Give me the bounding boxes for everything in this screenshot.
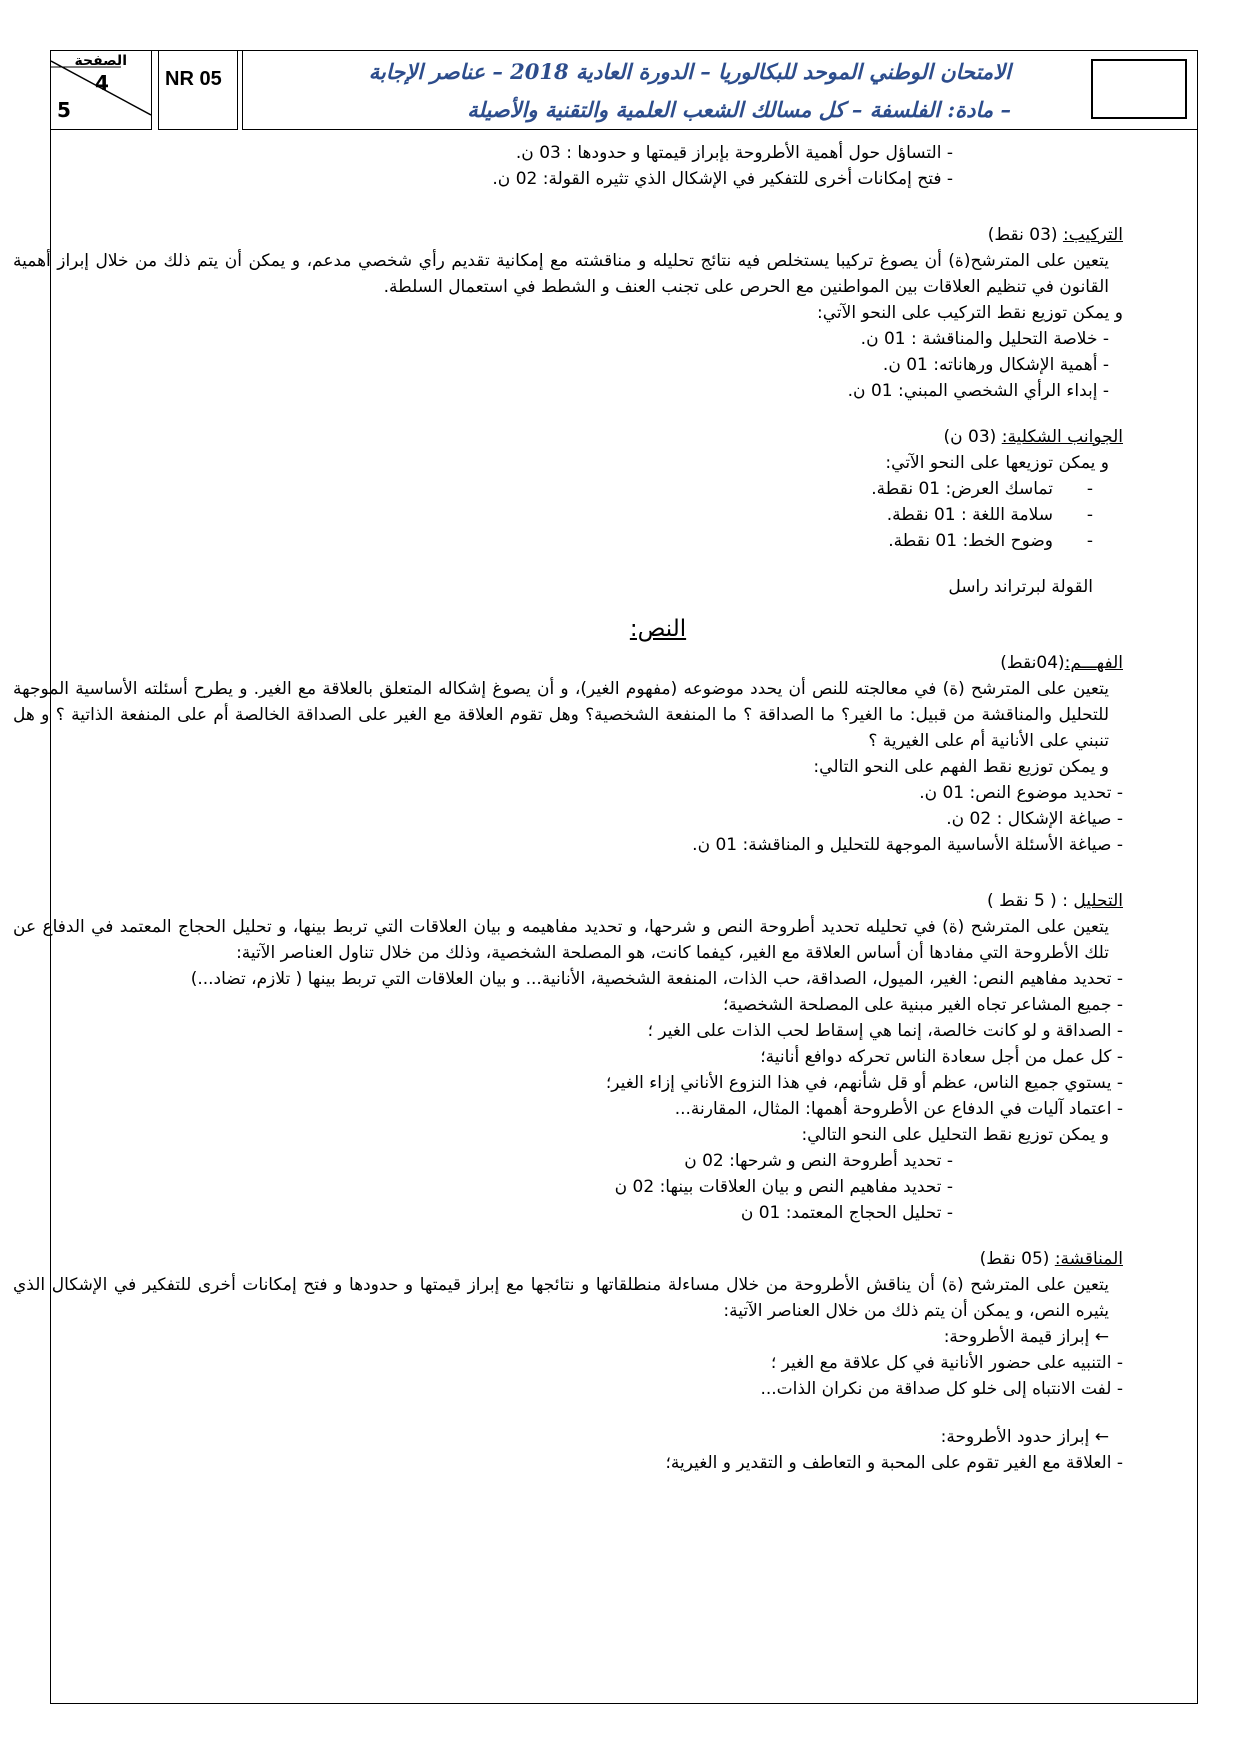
exam-code: NR 05 [165,68,222,90]
distribution-text: و يمكن توزيعها على النحو الآتي: [885,453,1109,473]
list-item: - لفت الانتباه إلى خلو كل صداقة من نكران الذات... [760,1379,1123,1399]
section-paragraph: يتعين على المترشح (ة) أن يناقش الأطروحة من خلال مساءلة منطلقاتها و نتائجها مع إبراز قيمتها و حدودها و فتح إمكانات أخرى للتفكير في الإشكال الذي يثيره النص، و يمكن أن يتم ذلك من خلال العناصر الآتية: [13,1275,1109,1321]
list-item: - التنبيه على حضور الأنانية في كل علاقة مع الغير ؛ [770,1353,1123,1373]
section-points: : ( 5 نقط ) [987,891,1068,911]
discussion-section [13,1246,1123,1476]
dash: - [1086,479,1093,499]
value-heading: ← إبراز قيمة الأطروحة: [943,1327,1109,1347]
stamp-box [1091,59,1187,119]
limits-heading: ← إبراز حدود الأطروحة: [940,1427,1109,1447]
section-heading: الجوانب الشكلية: [1001,427,1123,447]
list-item: -وضوح الخط: 01 نقطة. [73,528,1123,554]
analysis-element: - جميع المشاعر تجاه الغير مبنية على المصلحة الشخصية؛ [722,995,1123,1015]
page-total: 5 [57,98,71,122]
page-number-box [50,50,152,130]
comprehension-section [13,650,1123,858]
text-title: النص: [629,616,687,642]
exam-title: الامتحان الوطني الموحد للبكالوريا – الدورة العادية 2018 – عناصر الإجابة [368,59,1011,84]
section-points: (03 ن) [943,427,997,447]
list-item: - خلاصة التحليل والمناقشة : 01 ن. [860,329,1109,349]
section-points: (04نقط) [1000,653,1065,673]
list-item: - العلاقة مع الغير تقوم على المحبة و التعاطف و التقدير و الغيرية؛ [665,1453,1123,1473]
section-points: (03 نقط) [987,225,1058,245]
section-heading: التركيب: [1062,225,1123,245]
section-heading: الفهـــم: [1064,653,1123,673]
list-item: - أهمية الإشكال ورهاناته: 01 ن. [882,355,1109,375]
section-paragraph: يتعين على المترشح (ة) في معالجته للنص أن يحدد موضوعه (مفهوم الغير)، و أن يصوغ إشكاله المتعلق بالعلاقة مع الغير. و يطرح أسئلته الأساسية الموجهة للتحليل والمناقشة من قبيل: ما الغير؟ ما الصداقة ؟ ما المنفعة الشخصية؟ وهل تقوم العلاقة مع الغير على الصداقة الخالصة أم على المنفعة الذاتية ؟ و هل تنبني على الأنانية أم على الغيرية ؟ [13,679,1109,751]
list-item: - تحديد مفاهيم النص و بيان العلاقات بينها: 02 ن [614,1177,953,1197]
list-item: - تحديد أطروحة النص و شرحها: 02 ن [684,1151,953,1171]
section-heading: المناقشة: [1054,1249,1123,1269]
analysis-element: - يستوي جميع الناس، عظم أو قل شأنهم، في هذا النزوع الأناني إزاء الغير؛ [605,1073,1123,1093]
quote-attribution: القولة لبرتراند راسل [948,577,1093,597]
intro-block [73,140,1123,192]
distribution-text: و يمكن توزيع نقط الفهم على النحو التالي: [813,757,1109,777]
title-box [242,50,1198,130]
analysis-element: - اعتماد آليات في الدفاع عن الأطروحة أهمها: المثال، المقارنة... [674,1099,1123,1119]
section-paragraph: يتعين على المترشح(ة) أن يصوغ تركيبا يستخلص فيه نتائج تحليله و مناقشته مع إمكانية تقديم رأي شخصي مدعم، و يمكن أن يتم ذلك من خلال إبراز أهمية القانون في تنظيم العلاقات بين المواطنين مع الحرص على تجنب العنف و الشطط في استعمال السلطة. [13,251,1109,297]
list-item: -سلامة اللغة : 01 نقطة. [73,502,1123,528]
subject-title: – مادة: الفلسفة – كل مسالك الشعب العلمية والتقنية والأصيلة [467,97,1011,122]
section-points: (05 نقط) [979,1249,1050,1269]
intro-line: - التساؤل حول أهمية الأطروحة بإبراز قيمتها و حدودها : 03 ن. [515,143,953,163]
analysis-section [13,888,1123,1226]
section-heading: التحليل [1073,891,1123,911]
distribution-text: و يمكن توزيع نقط التحليل على النحو التالي: [801,1125,1109,1145]
list-item: - إبداء الرأي الشخصي المبني: 01 ن. [847,381,1109,401]
list-item: - صياغة الأسئلة الأساسية الموجهة للتحليل و المناقشة: 01 ن. [692,835,1123,855]
page-current: 4 [95,71,109,95]
analysis-element: - كل عمل من أجل سعادة الناس تحركه دوافع أنانية؛ [760,1047,1123,1067]
section-paragraph: يتعين على المترشح (ة) في تحليله تحديد أطروحة النص و شرحها، و تحديد مفاهيمه و بيان العلاقات التي تربط بينها، و تحليل الحجاج المعتمد في الدفاع عن تلك الأطروحة التي مفادها أن أساس العلاقة مع الغير، كيفما كانت، هو المصلحة الشخصية، وذلك من خلال تناول العناصر الآتية: [13,917,1109,963]
page-label: الصفحة [74,53,127,69]
list-item: - صياغة الإشكال : 02 ن. [946,809,1123,829]
dash: - [1086,531,1093,551]
answer-content [13,140,1123,1476]
synthesis-section [13,222,1123,404]
list-item: -تماسك العرض: 01 نقطة. [73,476,1123,502]
dash: - [1086,505,1093,525]
exam-code-box [158,50,238,130]
header [50,50,1198,130]
formal-section [73,424,1123,600]
intro-line: - فتح إمكانات أخرى للتفكير في الإشكال الذي تثيره القولة: 02 ن. [492,169,953,189]
analysis-element: - الصداقة و لو كانت خالصة، إنما هي إسقاط لحب الذات على الغير ؛ [647,1021,1123,1041]
list-item: - تحديد موضوع النص: 01 ن. [919,783,1123,803]
list-item: - تحليل الحجاج المعتمد: 01 ن [740,1203,953,1223]
analysis-element: - تحديد مفاهيم النص: الغير، الميول، الصداقة، حب الذات، المنفعة الشخصية، الأنانية... و بيان العلاقات التي تربط بينها ( تلازم، تضاد...) [190,969,1123,989]
distribution-text: و يمكن توزيع نقط التركيب على النحو الآتي: [817,303,1123,323]
